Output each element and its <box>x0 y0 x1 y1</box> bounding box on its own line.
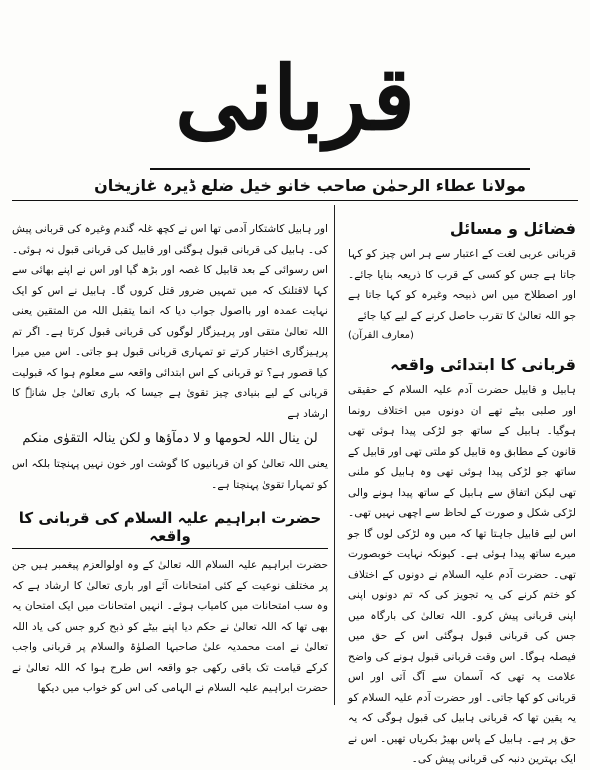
citation: (معارف القرآن) <box>348 330 414 341</box>
article-title: قربانی <box>175 46 415 150</box>
left-column <box>12 205 328 707</box>
author-byline: مولانا عطاء الرحمٰن صاحب خانو خیل ضلع ڈیرہ غازیخان <box>94 176 526 195</box>
right-column <box>348 205 576 765</box>
section-heading-first-sacrifice: قربانی کا ابتدائی واقعہ <box>390 355 576 374</box>
title-rule <box>150 168 530 170</box>
quran-verse: لن ینال اللہ لحومھا و لا دمآؤھا و لکن ینالہ التقوٰی منکم <box>22 431 318 446</box>
column-divider <box>334 205 335 705</box>
byline-rule <box>12 200 578 201</box>
section-heading-virtues: فضائل و مسائل <box>449 219 576 238</box>
section-paragraph: قربانی عربی لغت کے اعتبار سے ہر اس چیز کو کہا جاتا ہے جس کو کسی کے قرب کا ذریعہ بنایا جائے۔ اور اصطلاح میں اس ذبیحہ وغیرہ کو کہا جاتا ہے جو اللہ تعالیٰ کا تقرب حاصل کرنے کے لیے کیا جائے <box>348 248 576 322</box>
section-paragraph: حضرت ابراہیم علیہ السلام اللہ تعالیٰ کے وہ اولوالعزم پیغمبر ہیں جن پر مختلف نوعیت کے کئی امتحانات آئے اور باری تعالیٰ کا ارشاد ہے کہ وہ سب امتحانات میں کامیاب ہوئے۔ انہیں امتحانات میں ایک امتحان یہ بھی تھا کہ اللہ تعالیٰ نے حکم دیا اپنے بیٹے کو ذبح کرو جس کی یاد اللہ تعالیٰ نے امت محمدیہ علیٰ صاحبہا الصلوٰۃ والسلام پر قربانی واجب کرکے قیامت تک باقی رکھی جو واقعہ اس طرح ہوا کہ اللہ تعالیٰ نے حضرت ابراہیم علیہ السلام نے الہامی کی اس کو خواب میں دیکھا <box>12 559 328 694</box>
verse-translation: یعنی اللہ تعالیٰ کو ان قربانیوں کا گوشت اور خون نہیں پہنچتا بلکہ اس کو تمہارا تقویٰ پہنچتا ہے۔ <box>12 458 328 491</box>
section-heading-ibrahim: حضرت ابراہیم علیہ السلام کی قربانی کا واقعہ <box>12 509 328 549</box>
section-paragraph: اور ہابیل کاشتکار آدمی تھا اس نے کچھ غلہ گندم وغیرہ کی قربانی پیش کی۔ ہابیل کی قربانی قبول ہوگئی اور قابیل کی قربانی قبول نہ ہوئی۔ اس رسوائی کے بعد قابیل کا غصہ اور بڑھ گیا اور اس نے اپنے بھائی سے کہا لاقتلنک کہ میں تمہیں ضرور قتل کروں گا۔ ہابیل نے اس کو ایک نہایت عمدہ اور بااصول جواب دیا کہ انما یتقبل اللہ من المتقین یعنی اللہ تعالیٰ متقی اور پرہیزگار لوگوں کی قربانی قبول کرتا ہے۔ اگر تم پرہیزگاری اختیار کرتے تو تمہاری قربانی قبول ہو جاتی۔ اس میں میرا کیا قصور ہے؟ تو قربانی کے اس ابتدائی واقعہ سے معلوم ہوا کہ قبولیت قربانی کے لیے بنیادی چیز تقویٰ ہے جیسا کہ باری تعالیٰ جل شانہٗ کا ارشاد ہے <box>12 223 328 420</box>
section-paragraph: ہابیل و قابیل حضرت آدم علیہ السلام کے حقیقی اور صلبی بیٹے تھے ان دونوں میں اختلاف رونما ہوگیا۔ ہابیل کے ساتھ جو لڑکی پیدا ہوئی تھی قانون کے مطابق وہ قابیل کو ملتی تھی اور قابیل کے ساتھ جو لڑکی پیدا ہوئی تھی وہ ہابیل کو ملنی تھی لیکن اتفاق سے ہابیل کے ساتھ پیدا ہونے والی لڑکی شکل و صورت کے لحاظ سے اچھی نہیں تھی۔ اس لیے قابیل جاہتا تھا کہ میں وہ لڑکی لوں گا جو میرے ساتھ پیدا ہوئی ہے۔ کیونکہ نہایت خوبصورت تھی۔ حضرت آدم علیہ السلام نے دونوں کے اختلاف کو ختم کرنے کی یہ تجویز کی کہ تم دونوں اپنی اپنی قربانی پیش کرو۔ اللہ تعالیٰ کی بارگاہ میں جس کی قربانی قبول ہوگئی اس کے حق میں فیصلہ ہوگا۔ اس وقت قربانی قبول ہونے کی واضح علامت یہ تھی کہ آسمان سے آگ آتی اور اس قربانی کو کھا جاتی۔ اور حضرت آدم علیہ السلام کو یہ یقین تھا کہ قربانی ہابیل کی قبول ہوگی کہ یہ حق پر ہے۔ ہابیل کے پاس بھیڑ بکریاں تھیں۔ اس نے ایک بہترین دنبہ کی قربانی پیش کی۔ <box>348 384 576 765</box>
